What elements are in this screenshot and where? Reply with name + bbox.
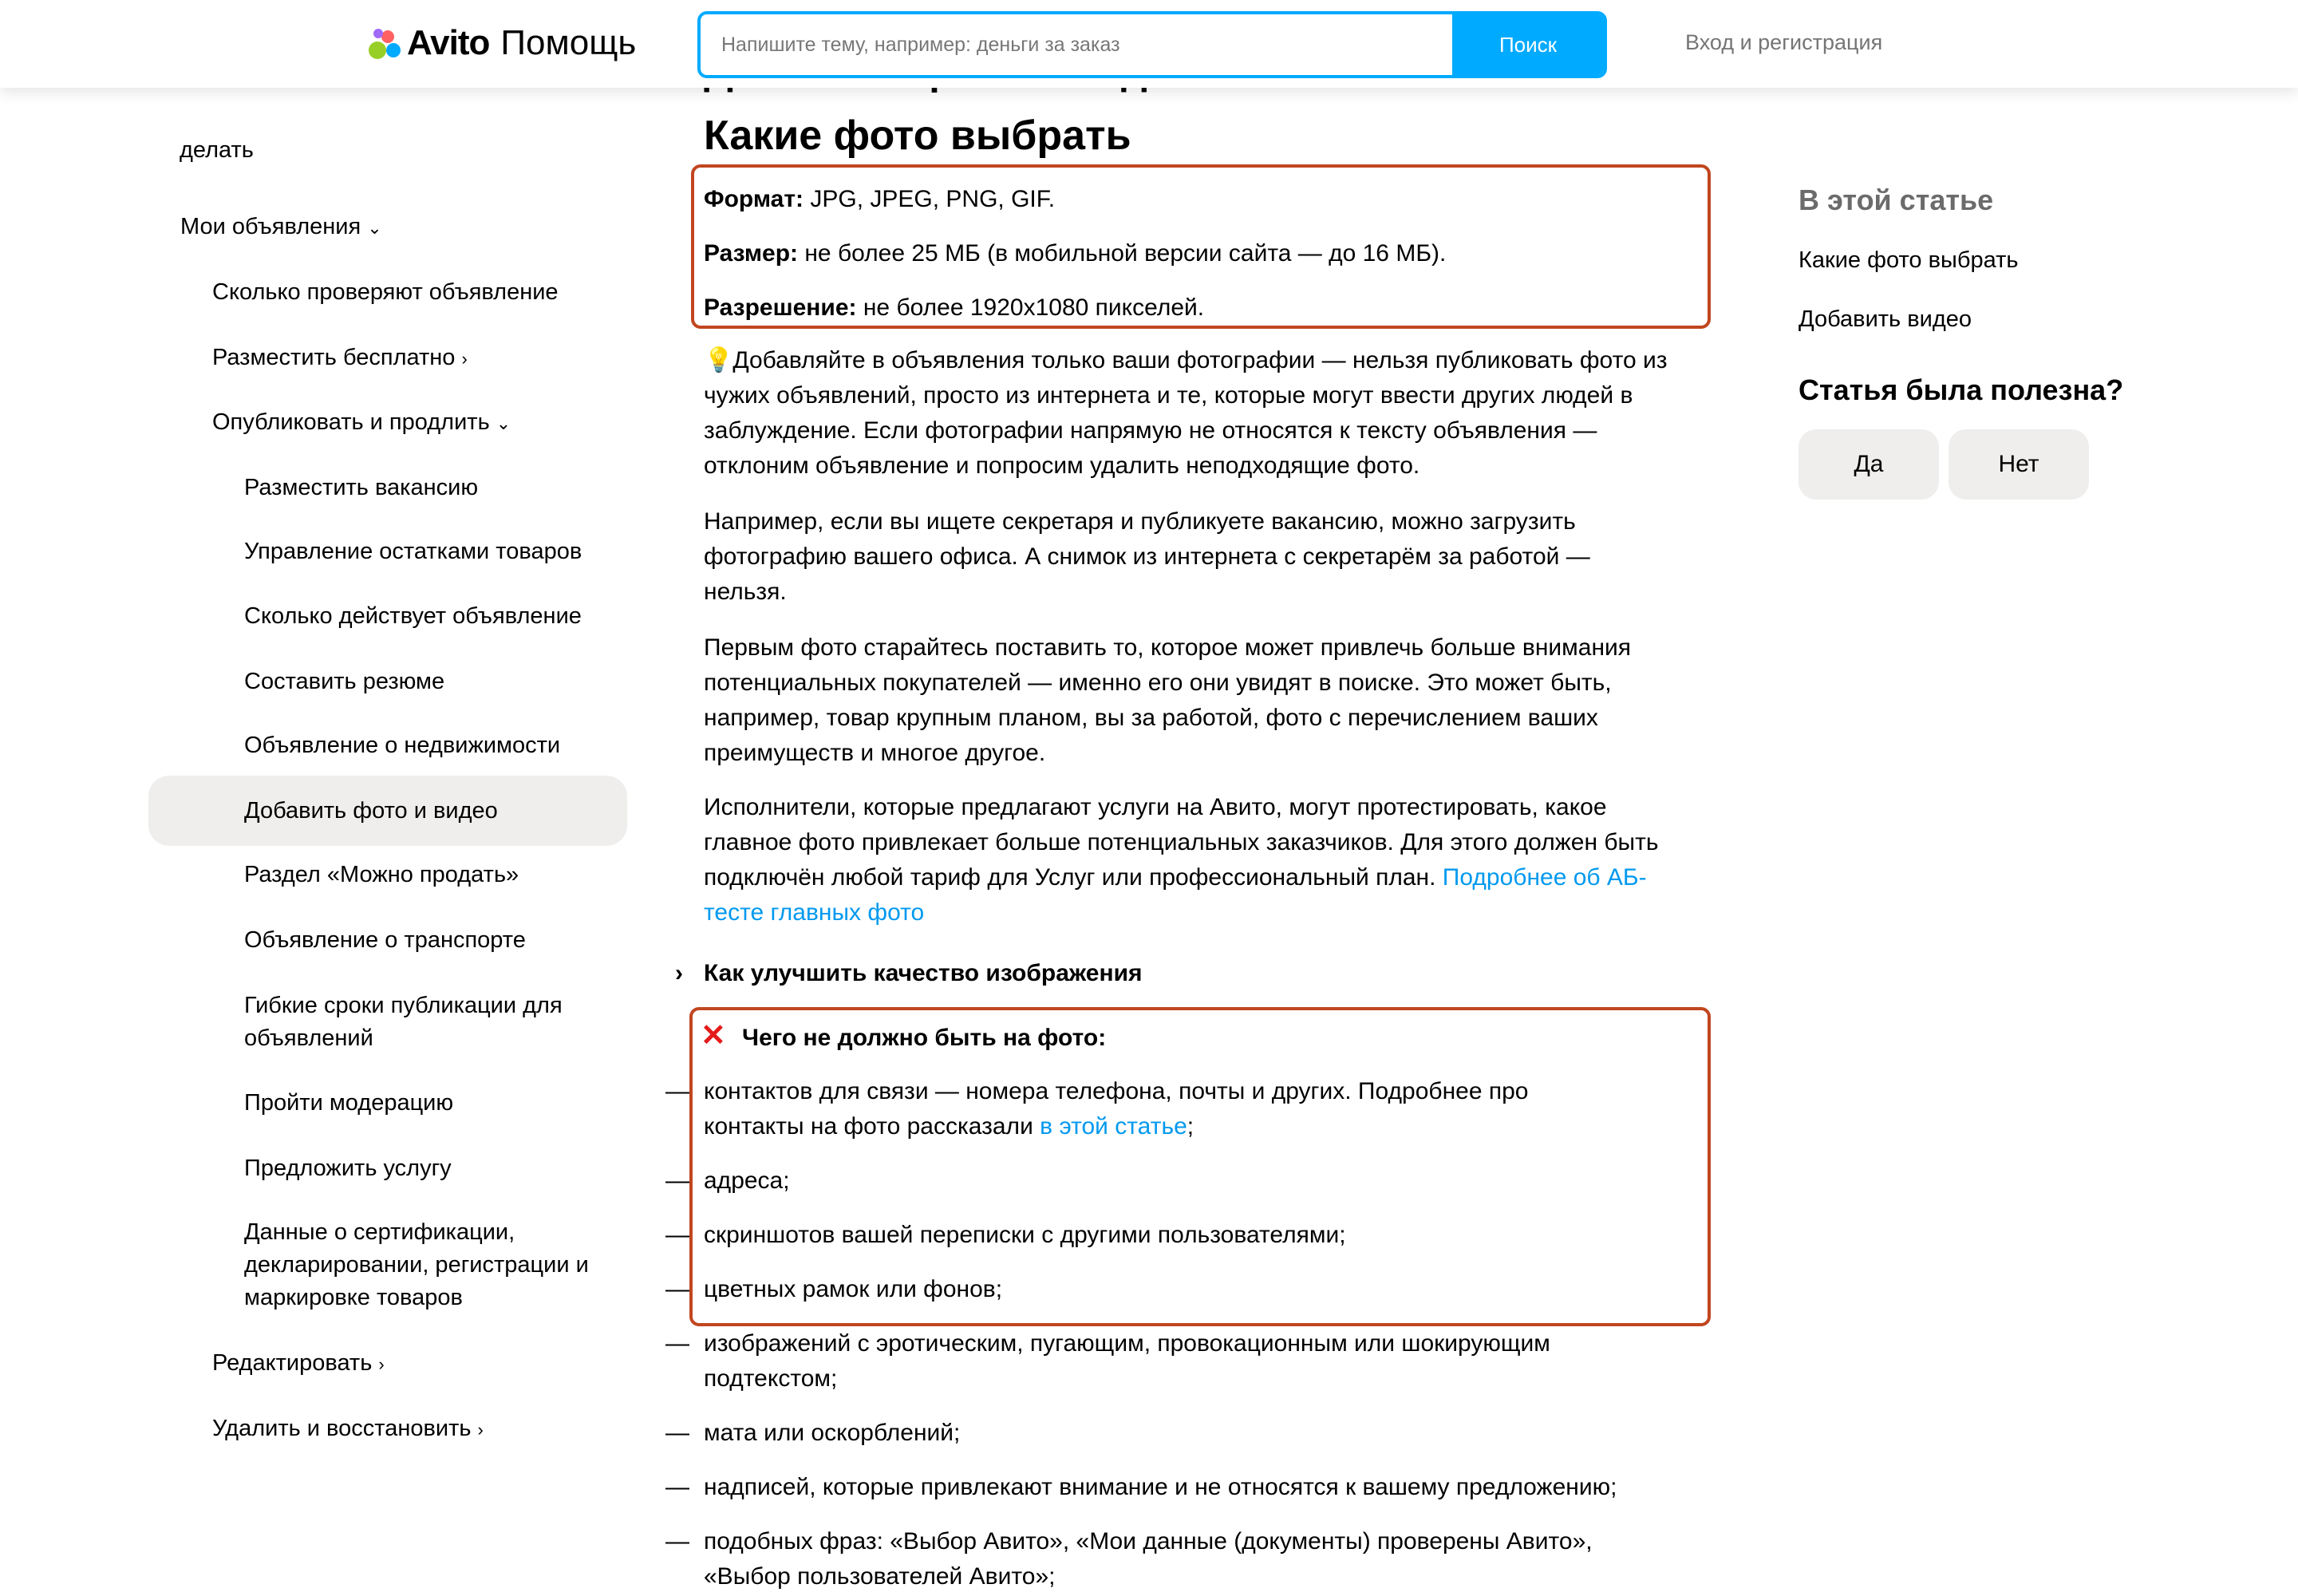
section-title: Какие фото выбрать bbox=[704, 113, 1131, 159]
sidebar-item-resume[interactable]: Составить резюме bbox=[244, 669, 445, 694]
feedback-yes-button[interactable]: Да bbox=[1799, 429, 1939, 500]
tip-paragraph: 💡 Добавляйте в объявления только ваши фотографии — нельзя публиковать фото из чужих объявлений, просто из интернета и те, которые могут ввести других людей в заблуждение. Если фотографии напрямую не относятся к тексту объявления — отклоним объявление и попросим удалить неподходящие фото. bbox=[704, 343, 1677, 484]
chevron-down-icon: ⌄ bbox=[367, 218, 382, 238]
list-bullet: — bbox=[665, 1528, 689, 1555]
spec-size: Размер: не более 25 МБ (в мобильной версии сайта — до 16 МБ). bbox=[704, 240, 1447, 267]
sidebar-item-offer-service[interactable]: Предложить услугу bbox=[244, 1156, 452, 1181]
list-item: адреса; bbox=[704, 1167, 790, 1194]
first-photo-paragraph: Первым фото старайтесь поставить то, которое может привлечь больше внимания потенциальных покупателей — именно его они увидят в поиске. Это может быть, например, товар крупным планом, вы за работой, фото с перечислением ваших преимуществ и многое другое. bbox=[704, 634, 1632, 766]
sidebar-item-moderation[interactable]: Пройти модерацию bbox=[244, 1090, 454, 1116]
forbidden-title: ✕ Чего не должно быть на фото: bbox=[701, 1019, 1107, 1053]
sidebar-item-my-ads[interactable]: Мои объявления ⌄ bbox=[180, 211, 382, 244]
toc-item-which-photos[interactable]: Какие фото выбрать bbox=[1799, 247, 2019, 273]
list-bullet: — bbox=[665, 1078, 689, 1104]
login-link[interactable]: Вход и регистрация bbox=[1685, 30, 1883, 54]
avito-help-logo[interactable] bbox=[367, 19, 636, 67]
list-item: мата или оскорблений; bbox=[704, 1420, 961, 1446]
toc-title: В этой статье bbox=[1799, 184, 1994, 216]
red-cross-icon: ✕ bbox=[701, 1019, 726, 1053]
sidebar-item-transport[interactable]: Объявление о транспорте bbox=[244, 927, 526, 953]
spec-resolution: Разрешение: не более 1920x1080 пикселей. bbox=[704, 294, 1205, 321]
list-bullet: — bbox=[665, 1474, 689, 1500]
avito-logo-icon bbox=[367, 26, 402, 61]
sidebar-item-cut[interactable]: делать bbox=[180, 144, 254, 163]
sidebar-item-add-photo-video[interactable]: Добавить фото и видео bbox=[244, 798, 498, 824]
chevron-right-icon: › bbox=[461, 349, 468, 369]
list-item: контактов для связи — номера телефона, почты и других. Подробнее про контакты на фото рассказали в этой статье; bbox=[704, 1078, 1529, 1140]
list-bullet: — bbox=[665, 1167, 689, 1194]
sidebar-item-publish-extend[interactable]: Опубликовать и продлить ⌄ bbox=[212, 406, 511, 440]
sidebar-item-ad-duration[interactable]: Сколько действует объявление bbox=[244, 603, 582, 629]
chevron-right-icon: › bbox=[378, 1354, 385, 1374]
accordion-image-quality[interactable]: › Как улучшить качество изображения bbox=[675, 956, 1664, 991]
sidebar-item-post-free[interactable]: Разместить бесплатно › bbox=[212, 342, 468, 375]
sidebar-item-realty[interactable]: Объявление о недвижимости bbox=[244, 733, 561, 758]
lightbulb-icon: 💡 bbox=[704, 347, 734, 373]
contacts-article-link[interactable]: в этой статье bbox=[1040, 1113, 1187, 1140]
sidebar-item-stock[interactable]: Управление остатками товаров bbox=[244, 539, 582, 564]
list-item: подобных фраз: «Выбор Авито», «Мои данные (документы) проверены Авито», «Выбор пользователей Авито»; bbox=[704, 1528, 1593, 1590]
list-item: изображений с эротическим, пугающим, провокационным или шокирующим подтекстом; bbox=[704, 1330, 1550, 1392]
chevron-down-icon: ⌄ bbox=[496, 413, 511, 433]
toc-item-add-video[interactable]: Добавить видео bbox=[1799, 306, 1972, 332]
feedback-title: Статья была полезна? bbox=[1799, 373, 2124, 406]
feedback-no-button[interactable]: Нет bbox=[1949, 429, 2089, 500]
sidebar-nav bbox=[0, 0, 638, 1596]
spec-format: Формат: JPG, JPEG, PNG, GIF. bbox=[704, 186, 1056, 212]
list-bullet: — bbox=[665, 1330, 689, 1357]
sidebar-item-flexible-terms[interactable]: Гибкие сроки публикации для объявлений bbox=[244, 993, 563, 1051]
sidebar-item-review-time[interactable]: Сколько проверяют объявление bbox=[212, 279, 559, 305]
sidebar-item-edit[interactable]: Редактировать › bbox=[212, 1347, 385, 1381]
search-box bbox=[697, 11, 1607, 78]
ab-test-paragraph: Исполнители, которые предлагают услуги на Авито, могут протестировать, какое главное фото привлекает больше потенциальных заказчиков. Для этого должен быть подключён любой тариф для Услуг или профессиональный план. Подробнее об АБ-тесте главных фото bbox=[704, 794, 1659, 926]
site-header bbox=[0, 0, 2298, 88]
example-paragraph: Например, если вы ищете секретаря и публикуете вакансию, можно загрузить фотографию вашего офиса. А снимок из интернета с секретарём за работой — нельзя. bbox=[704, 508, 1590, 605]
list-item: надписей, которые привлекают внимание и не относятся к вашему предложению; bbox=[704, 1474, 1617, 1500]
logo-help-text: Помощь bbox=[500, 23, 637, 62]
sidebar-item-delete-restore[interactable]: Удалить и восстановить › bbox=[212, 1412, 484, 1446]
logo-brand-text: Avito bbox=[407, 23, 490, 62]
sidebar-item-can-sell[interactable]: Раздел «Можно продать» bbox=[244, 862, 519, 887]
list-item: скриншотов вашей переписки с другими пользователями; bbox=[704, 1222, 1346, 1248]
list-bullet: — bbox=[665, 1222, 689, 1248]
search-button[interactable]: Поиск bbox=[1452, 14, 1604, 75]
list-item: цветных рамок или фонов; bbox=[704, 1276, 1003, 1302]
ab-test-link[interactable]: Подробнее об АБ-тесте главных фото bbox=[704, 864, 1647, 926]
chevron-right-icon: › bbox=[477, 1420, 484, 1440]
search-input[interactable] bbox=[701, 14, 1452, 75]
list-bullet: — bbox=[665, 1420, 689, 1446]
sidebar-item-certification[interactable]: Данные о сертификации, декларировании, регистрации и маркировке товаров bbox=[244, 1219, 589, 1310]
sidebar-item-vacancy[interactable]: Разместить вакансию bbox=[244, 475, 479, 500]
chevron-right-icon: › bbox=[675, 960, 683, 986]
list-bullet: — bbox=[665, 1276, 689, 1302]
